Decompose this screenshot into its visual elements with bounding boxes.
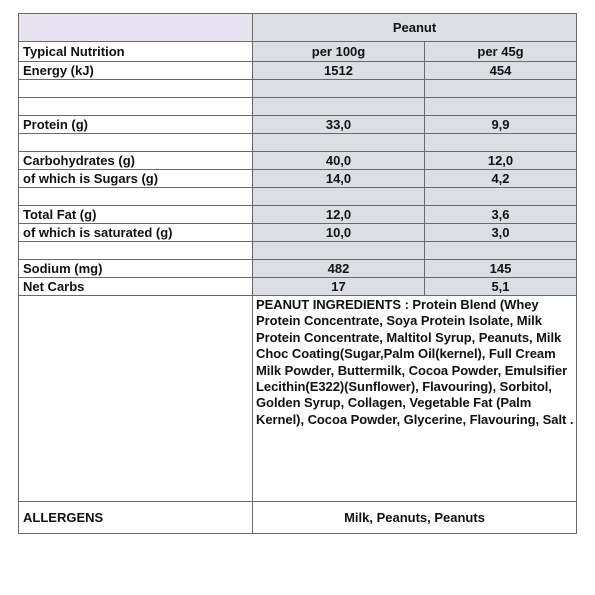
nutrient-per-100g: 17 [253, 278, 425, 296]
nutrient-per-100g [253, 98, 425, 116]
nutrient-per-100g: 14,0 [253, 170, 425, 188]
nutrient-per-100g [253, 80, 425, 98]
nutrient-label [19, 134, 253, 152]
nutrition-row [19, 152, 577, 170]
nutrient-per-serving: 145 [425, 260, 577, 278]
nutrient-per-serving: 4,2 [425, 170, 577, 188]
nutrient-label: of which is saturated (g) [19, 224, 253, 242]
nutrient-per-serving [425, 80, 577, 98]
nutrition-row [19, 62, 577, 80]
nutrition-panel [18, 13, 577, 534]
nutrient-per-100g: 1512 [253, 62, 425, 80]
nutrient-label: Energy (kJ) [19, 62, 253, 80]
nutrition-row [19, 260, 577, 278]
nutrient-per-serving: 5,1 [425, 278, 577, 296]
nutrient-per-serving: 9,9 [425, 116, 577, 134]
nutrient-per-100g [253, 188, 425, 206]
allergens-row [19, 502, 577, 534]
nutrient-per-100g [253, 134, 425, 152]
column-header-label: Typical Nutrition [19, 42, 253, 62]
nutrition-row [19, 134, 577, 152]
nutrient-label: of which is Sugars (g) [19, 170, 253, 188]
nutrition-row [19, 224, 577, 242]
column-header-row [19, 42, 577, 62]
nutrition-row [19, 188, 577, 206]
nutrient-label: Net Carbs [19, 278, 253, 296]
nutrient-per-serving [425, 134, 577, 152]
nutrient-label [19, 188, 253, 206]
nutrient-label [19, 80, 253, 98]
column-header-per-100g: per 100g [253, 42, 425, 62]
ingredients-spacer-cell [19, 296, 253, 502]
nutrition-row [19, 98, 577, 116]
nutrient-per-100g: 33,0 [253, 116, 425, 134]
nutrient-per-100g [253, 242, 425, 260]
nutrition-row [19, 116, 577, 134]
nutrient-label: Protein (g) [19, 116, 253, 134]
header-corner-cell [19, 14, 253, 42]
nutrient-per-serving [425, 242, 577, 260]
nutrition-row [19, 80, 577, 98]
nutrient-per-serving: 12,0 [425, 152, 577, 170]
nutrient-label: Carbohydrates (g) [19, 152, 253, 170]
nutrient-label: Sodium (mg) [19, 260, 253, 278]
product-title-row [19, 14, 577, 42]
allergens-value: Milk, Peanuts, Peanuts [253, 502, 577, 534]
nutrient-per-serving: 3,6 [425, 206, 577, 224]
nutrition-row [19, 170, 577, 188]
nutrient-per-serving: 3,0 [425, 224, 577, 242]
nutrient-label [19, 98, 253, 116]
allergens-label: ALLERGENS [19, 502, 253, 534]
nutrient-per-100g: 12,0 [253, 206, 425, 224]
nutrient-per-100g: 40,0 [253, 152, 425, 170]
nutrient-per-serving [425, 98, 577, 116]
nutrition-row [19, 242, 577, 260]
nutrient-label [19, 242, 253, 260]
product-name: Peanut [253, 14, 577, 42]
nutrient-per-serving [425, 188, 577, 206]
nutrient-per-100g: 10,0 [253, 224, 425, 242]
ingredients-text: PEANUT INGREDIENTS : Protein Blend (Whey Protein Concentrate, Soya Protein Isolate, Milk Protein Concentrate, Maltitol Syrup, Peanuts, Milk Choc Coating(Sugar,Palm Oil(kernel), Full Cream Milk Powder, Buttermilk, Cocoa Powder, Emulsifier Lecithin(E322)(Sunflower), Flavouring), Sorbitol, Golden Syrup, Collagen, Vegetable Fat (Palm Kernel), Cocoa Powder, Glycerine, Flavouring, Salt . [253, 296, 577, 502]
nutrition-row [19, 206, 577, 224]
nutrition-table [18, 13, 577, 534]
column-header-per-serving: per 45g [425, 42, 577, 62]
nutrition-table-body [19, 14, 577, 534]
nutrition-row [19, 278, 577, 296]
nutrient-per-100g: 482 [253, 260, 425, 278]
ingredients-row [19, 296, 577, 502]
nutrient-label: Total Fat (g) [19, 206, 253, 224]
nutrient-per-serving: 454 [425, 62, 577, 80]
